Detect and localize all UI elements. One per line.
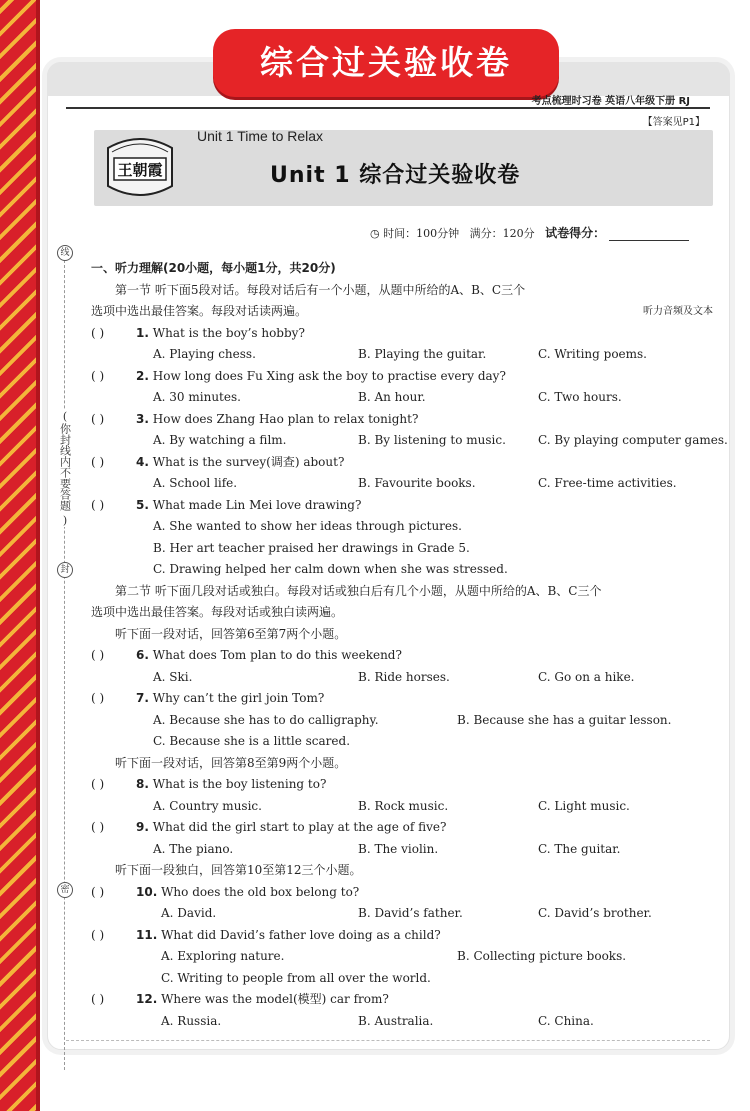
answer-blank[interactable]: ( )	[91, 691, 105, 705]
options-row	[91, 667, 721, 689]
question-text: Where was the model(模型) car from?	[161, 992, 389, 1006]
option-a: A. Ski.	[153, 669, 193, 684]
option-a: A. Russia.	[161, 1013, 222, 1028]
bottom-rule	[66, 1040, 710, 1041]
header-rule	[66, 107, 710, 109]
option-b: B. Her art teacher praised her drawings in Grade 5.	[153, 540, 470, 555]
options-row	[91, 344, 721, 366]
question-row	[91, 409, 721, 431]
answer-blank[interactable]: ( )	[91, 368, 105, 383]
option-b: B. Rock music.	[358, 798, 449, 813]
exam-content	[91, 258, 728, 1032]
logo-text: 王朝霞	[117, 161, 163, 179]
question-number: 9.	[136, 820, 149, 834]
options-row	[91, 946, 721, 968]
options-row	[91, 538, 721, 560]
question-number: 10.	[136, 884, 158, 899]
option-a: A. The piano.	[153, 841, 234, 856]
option-c: C. Because she is a little scared.	[153, 734, 351, 748]
option-c: C. Writing to people from all over the world.	[161, 970, 431, 985]
option-a: A. By watching a film.	[153, 433, 287, 447]
option-a: A. Because she has to do calligraphy.	[153, 712, 379, 727]
option-c: C. Free-time activities.	[538, 476, 677, 490]
part1-instructions-line2: 选项中选出最佳答案。每段对话读两遍。	[91, 304, 308, 318]
question-row	[91, 495, 721, 517]
option-b: B. Because she has a guitar lesson.	[457, 712, 672, 727]
answer-blank[interactable]: ( )	[91, 325, 105, 340]
score-label: 试卷得分：	[545, 226, 606, 240]
options-row	[91, 387, 721, 409]
time-limit: 时间：100分钟	[383, 227, 460, 240]
option-c: C. Writing poems.	[538, 347, 647, 361]
option-c: C. The guitar.	[538, 841, 621, 856]
answer-blank[interactable]: ( )	[91, 497, 105, 512]
question-number: 7.	[136, 691, 149, 705]
part2-instructions-line2: 选项中选出最佳答案。每段对话或独白读两遍。	[91, 605, 344, 619]
question-row	[91, 925, 721, 947]
running-header: 考点梳理时习卷 英语八年级下册 RJ	[531, 96, 690, 107]
options-row	[91, 710, 721, 732]
question-number: 2.	[136, 368, 149, 383]
page-title: Unit 1 综合过关验收卷	[270, 163, 521, 188]
exam-meta	[370, 224, 689, 241]
option-b: B. David’s father.	[358, 906, 463, 920]
publisher-logo-icon	[100, 130, 180, 206]
option-b: B. The violin.	[358, 841, 439, 856]
answer-blank[interactable]: ( )	[91, 884, 105, 899]
answer-blank[interactable]: ( )	[91, 411, 105, 426]
option-a: A. 30 minutes.	[153, 390, 241, 404]
audio-note: 听力音频及文本	[643, 306, 713, 317]
option-a: A. Exploring nature.	[161, 949, 285, 963]
question-row	[91, 774, 721, 796]
question-text: What is the boy’s hobby?	[152, 325, 305, 340]
question-text: Why can’t the girl join Tom?	[152, 691, 325, 705]
question-text: What is the boy listening to?	[152, 777, 327, 791]
option-c: C. Light music.	[538, 798, 630, 813]
clock-icon: ◷	[370, 227, 380, 240]
question-text: How long does Fu Xing ask the boy to practise every day?	[152, 368, 506, 383]
dialogue-intro: 听下面一段对话，回答第6至第7两个小题。	[115, 626, 347, 641]
score-blank[interactable]	[609, 231, 689, 241]
answer-reference: 【答案见P1】	[642, 117, 705, 128]
answer-blank[interactable]: ( )	[91, 820, 105, 834]
options-row	[91, 968, 721, 990]
question-text: How does Zhang Hao plan to relax tonight?	[152, 411, 419, 426]
part2-instructions: 第二节 听下面几段对话或独白。每段对话或独白后有几个小题，从题中所给的A、B、C三个	[115, 583, 602, 598]
question-number: 6.	[136, 648, 149, 662]
option-c: C. Two hours.	[538, 390, 622, 404]
question-row	[91, 688, 721, 710]
question-number: 11.	[136, 927, 158, 942]
section-heading: 一、听力理解(20小题，每小题1分，共20分)	[91, 261, 336, 275]
option-a: A. School life.	[153, 476, 238, 490]
question-number: 3.	[136, 411, 149, 426]
options-row	[91, 516, 721, 538]
answer-blank[interactable]: ( )	[91, 777, 105, 791]
binding-line	[64, 250, 65, 1070]
option-b: B. Ride horses.	[358, 669, 450, 684]
monologue-intro: 听下面一段独白，回答第10至第12三个小题。	[115, 863, 362, 877]
binding-notice: ( 你封线内不要答题 )	[56, 410, 74, 527]
question-number: 8.	[136, 777, 149, 791]
answer-blank[interactable]: ( )	[91, 648, 105, 662]
option-c: C. Go on a hike.	[538, 669, 635, 684]
answer-blank[interactable]: ( )	[91, 927, 105, 942]
options-row	[91, 473, 721, 495]
full-score: 满分：120分	[469, 227, 535, 240]
options-row	[91, 903, 721, 925]
option-a: A. Playing chess.	[153, 347, 256, 361]
question-row	[91, 645, 721, 667]
answer-blank[interactable]: ( )	[91, 992, 105, 1006]
question-number: 12.	[136, 992, 158, 1006]
question-text: What is the survey(调查) about?	[152, 454, 345, 469]
options-row	[91, 731, 721, 753]
question-text: What did the girl start to play at the age of five?	[152, 820, 447, 834]
side-mark-middle: 封	[57, 562, 73, 578]
question-text: What does Tom plan to do this weekend?	[152, 648, 402, 662]
options-row	[91, 839, 721, 861]
option-b: B. An hour.	[358, 390, 426, 404]
question-row	[91, 452, 721, 474]
option-c: C. China.	[538, 1013, 594, 1028]
side-mark-top: 线	[57, 245, 73, 261]
option-a: A. David.	[161, 906, 217, 920]
option-a: A. Country music.	[153, 798, 262, 813]
page-banner: 综合过关验收卷	[213, 29, 559, 97]
option-c: C. By playing computer games.	[538, 433, 728, 447]
option-b: B. By listening to music.	[358, 433, 506, 447]
question-number: 1.	[136, 325, 149, 340]
option-b: B. Playing the guitar.	[358, 347, 487, 361]
answer-blank[interactable]: ( )	[91, 454, 105, 469]
question-number: 5.	[136, 497, 149, 512]
option-a: A. She wanted to show her ideas through pictures.	[153, 519, 462, 533]
part1-instructions: 第一节 听下面5段对话。每段对话后有一个小题，从题中所给的A、B、C三个	[115, 282, 526, 297]
question-row	[91, 989, 721, 1011]
option-b: B. Favourite books.	[358, 476, 476, 490]
unit-subtitle: Unit 1 Time to Relax	[197, 128, 324, 144]
question-text: What made Lin Mei love drawing?	[152, 497, 362, 512]
side-mark-bottom: 密	[57, 882, 73, 898]
question-text: Who does the old box belong to?	[161, 884, 360, 899]
option-c: C. Drawing helped her calm down when she was stressed.	[153, 562, 508, 576]
option-b: B. Australia.	[358, 1013, 434, 1028]
question-row	[91, 882, 721, 904]
options-row	[91, 559, 721, 581]
part1-instructions-cont	[91, 301, 721, 323]
question-row	[91, 817, 721, 839]
question-text: What did David’s father love doing as a child?	[161, 927, 441, 942]
options-row	[91, 430, 728, 452]
option-b: B. Collecting picture books.	[457, 949, 627, 963]
question-number: 4.	[136, 454, 149, 469]
question-row	[91, 323, 721, 345]
option-c: C. David’s brother.	[538, 906, 652, 920]
dialogue-intro: 听下面一段对话，回答第8至第9两个小题。	[115, 755, 347, 770]
decorative-left-border	[0, 0, 40, 1111]
options-row	[91, 1011, 721, 1033]
question-row	[91, 366, 721, 388]
options-row	[91, 796, 721, 818]
